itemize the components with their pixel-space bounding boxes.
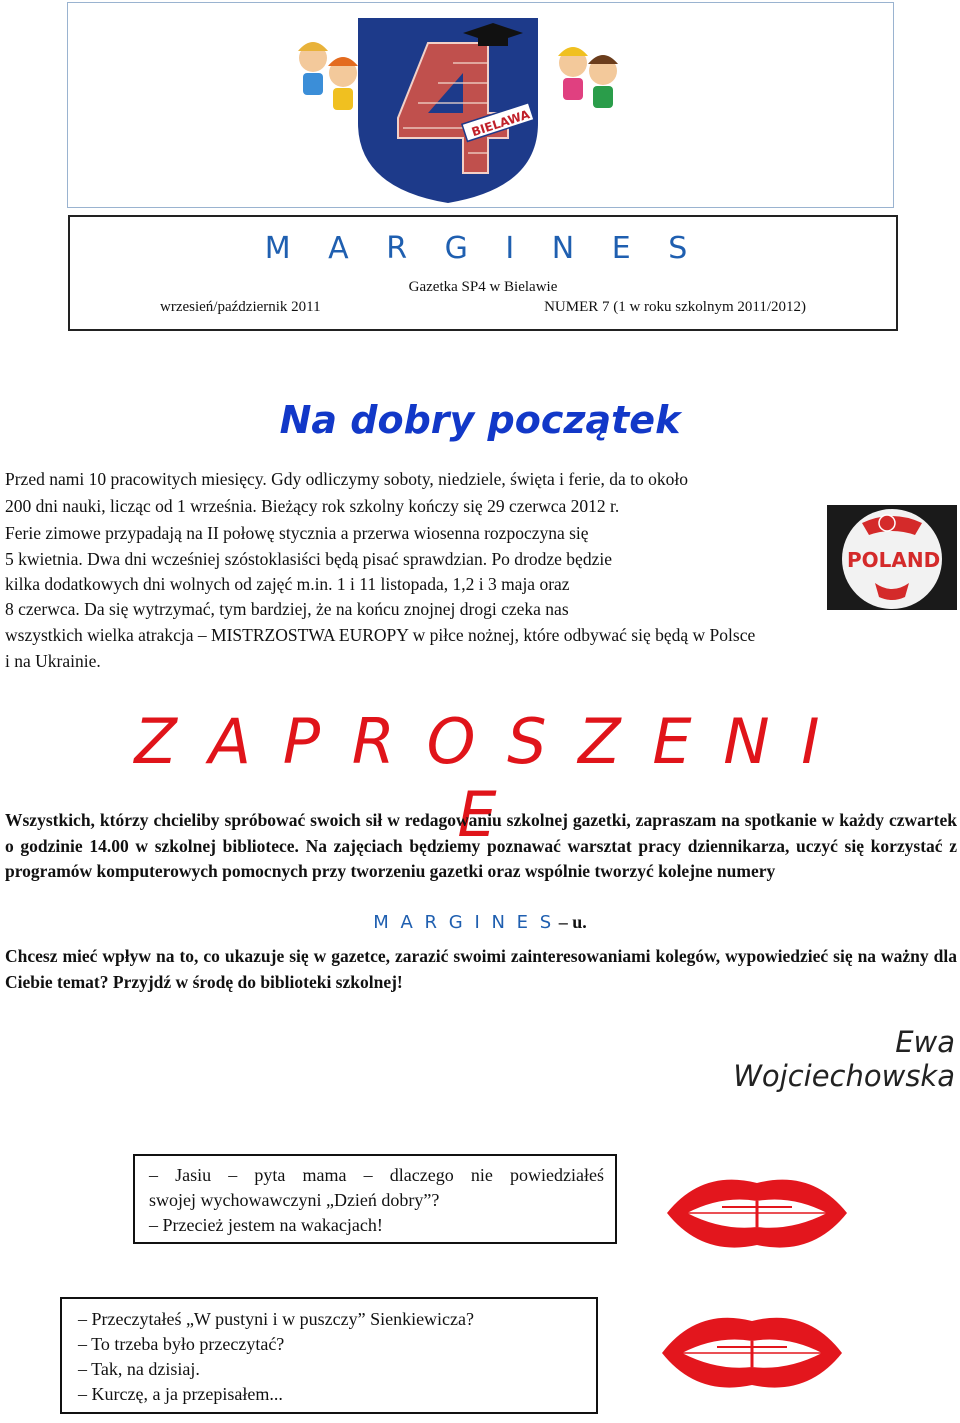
margines-name: M A R G I N E S — [373, 912, 555, 933]
issue-number: NUMER 7 (1 w roku szkolnym 2011/2012) — [544, 299, 806, 315]
invitation-text: Wszystkich, którzy chcieliby spróbować swoich sił w redagowaniu szkolnej gazetki, zapraszam na spotkanie w każdy czwartek o godzinie 14.00 w szkolnej bibliotece. Na zajęciach będziemy poznawać warsztat pracy dziennikarza, uczyć się korzystać z programów komputerowych pomocnych przy tworzeniu gazetki oraz wspólnie tworzyć kolejne numery — [5, 810, 957, 881]
invitation-text-2: Chcesz mieć wpływ na to, co ukazuje się w gazetce, zarazić swoimi zainteresowaniami kolegów, wypowiedzieć się na ważny dla Ciebie temat? Przyjdź w środę do biblioteki szkolnej! — [5, 946, 957, 992]
school-logo — [68, 3, 895, 209]
article-line-5: kilka dodatkowych dni wolnych od zajęć m.in. 1 i 11 listopada, 1,2 i 3 maja oraz — [5, 574, 570, 594]
issue-date: wrzesień/październik 2011 — [160, 299, 321, 315]
joke-2-line-2: – To trzeba było przeczytać? — [78, 1334, 285, 1354]
joke-2-line-4: – Kurczę, a ja przepisałem... — [78, 1384, 283, 1404]
masthead-subtitle: Gazetka SP4 w Bielawie — [408, 279, 558, 295]
article-line-6: 8 czerwca. Da się wytrzymać, tym bardziej, że na końcu znojnej drogi czeka nas — [5, 599, 569, 619]
masthead-box — [68, 215, 898, 331]
joke-1-line-3: – Przecież jestem na wakacjach! — [149, 1215, 383, 1235]
article-line-4: 5 kwietnia. Dwa dni wcześniej szóstoklasiści będą pisać sprawdzian. Po drodze będzie — [5, 549, 612, 569]
football-image — [827, 505, 957, 610]
margines-line — [0, 912, 960, 933]
logo-box — [67, 2, 894, 208]
margines-suffix: – u. — [554, 912, 587, 932]
joke-2-line-3: – Tak, na dzisiaj. — [78, 1359, 200, 1379]
joke-box-2 — [60, 1297, 598, 1414]
article-line-8: i na Ukrainie. — [5, 651, 101, 671]
smile-image-1 — [662, 1165, 852, 1261]
article-line-7: wszystkich wielka atrakcja – MISTRZOSTWA EUROPY w piłce nożnej, które odbywać się będą w Polsce — [5, 625, 756, 645]
joke-2-line-1: – Przeczytałeś „W pustyni i w puszczy” Sienkiewicza? — [78, 1309, 475, 1329]
joke-1-line-1: – Jasiu – pyta mama – dlaczego nie powiedziałeś — [149, 1165, 604, 1185]
joke-1-line-2: swojej wychowawczyni „Dzień dobry”? — [149, 1190, 440, 1210]
smile-image-2 — [657, 1303, 847, 1401]
logo-text: BIELAWA — [469, 107, 532, 140]
article-title: Na dobry początek — [279, 398, 681, 442]
article-line-2: 200 dni nauki, licząc od 1 września. Bieżący rok szkolny kończy się 29 czerwca 2012 r. — [5, 496, 620, 516]
invitation-title: Z A P R O S Z E N I E — [134, 705, 826, 851]
signature: Ewa Wojciechowska — [733, 1025, 955, 1093]
ball-text: POLAND — [847, 548, 941, 572]
joke-box-1 — [133, 1154, 617, 1244]
article-line-3: Ferie zimowe przypadają na II połowę stycznia a przerwa wiosenna rozpoczyna się — [5, 523, 589, 543]
issue-row — [160, 299, 806, 316]
masthead-title: M A R G I N E S — [264, 231, 702, 266]
article-line-1: Przed nami 10 pracowitych miesięcy. Gdy odliczymy soboty, niedziele, święta i ferie, da to około — [5, 469, 688, 489]
